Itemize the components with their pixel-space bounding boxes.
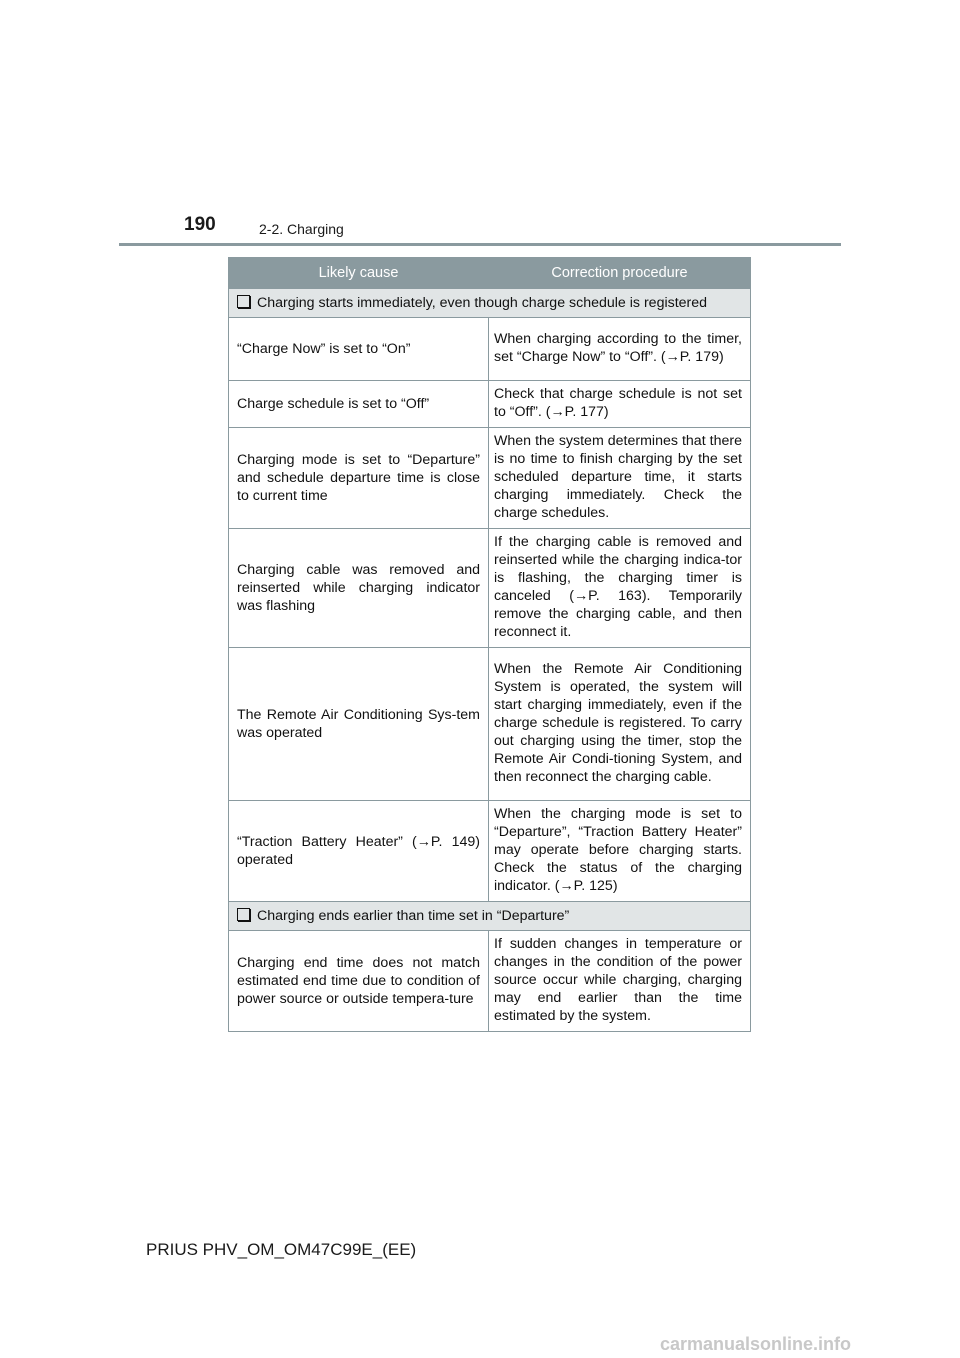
cause-cell: Charging mode is set to “Departure” and schedule departure time is close to current time: [229, 428, 489, 529]
cause-cell: The Remote Air Conditioning Sys-tem was operated: [229, 648, 489, 801]
watermark: carmanualsonline.info: [660, 1334, 852, 1354]
group-heading: [229, 902, 751, 931]
section-title: 2-2. Charging: [259, 221, 344, 237]
procedure-cell: If sudden changes in temperature or changes in the condition of the power source occur while charging, charging may end earlier than the time estimated by the system.: [489, 931, 751, 1032]
table-row: [229, 318, 751, 381]
table-row: [229, 428, 751, 529]
group-row: [229, 902, 751, 931]
procedure-cell: Check that charge schedule is not set to “Off”. (→P. 177): [489, 381, 751, 428]
header-rule: [119, 243, 841, 246]
col-header-likely-cause: Likely cause: [229, 258, 489, 289]
cause-cell: Charging cable was removed and reinserted while charging indicator was flashing: [229, 529, 489, 648]
procedure-cell: When the charging mode is set to “Departure”, “Traction Battery Heater” may operate before charging starts. Check the status of the charging indicator. (→P. 125): [489, 801, 751, 902]
page-number: 190: [184, 214, 216, 235]
document-code: PRIUS PHV_OM_OM47C99E_(EE): [146, 1240, 417, 1259]
table-row: [229, 931, 751, 1032]
procedure-cell: If the charging cable is removed and reinserted while the charging indica-tor is flashing, the charging timer is canceled (→P. 163). Temporarily remove the charging cable, and then reconnect it.: [489, 529, 751, 648]
table-row: [229, 801, 751, 902]
col-header-correction-procedure: Correction procedure: [489, 258, 751, 289]
checkbox-square-icon: [237, 908, 250, 921]
cause-cell: Charge schedule is set to “Off”: [229, 381, 489, 428]
table-row: [229, 648, 751, 801]
group-heading: [229, 289, 751, 318]
group-row: [229, 289, 751, 318]
cause-cell: “Charge Now” is set to “On”: [229, 318, 489, 381]
procedure-cell: When the Remote Air Conditioning System is operated, the system will start charging immediately, even if the charge schedule is registered. To carry out charging using the timer, stop the Remote Air Condi-tioning System, and then reconnect the charging cable.: [489, 648, 751, 801]
table-row: [229, 381, 751, 428]
troubleshooting-table: [228, 257, 751, 1032]
checkbox-square-icon: [237, 295, 250, 308]
procedure-cell: When the system determines that there is no time to finish charging by the set scheduled departure time, it starts charging immediately. Check the charge schedules.: [489, 428, 751, 529]
group-title: Charging ends earlier than time set in “Departure”: [257, 908, 570, 924]
cause-cell: “Traction Battery Heater” (→P. 149) operated: [229, 801, 489, 902]
table-header-row: [229, 258, 751, 289]
procedure-cell: When charging according to the timer, set “Charge Now” to “Off”. (→P. 179): [489, 318, 751, 381]
cause-cell: Charging end time does not match estimated end time due to condition of power source or outside tempera-ture: [229, 931, 489, 1032]
group-title: Charging starts immediately, even though charge schedule is registered: [257, 295, 708, 311]
table-row: [229, 529, 751, 648]
